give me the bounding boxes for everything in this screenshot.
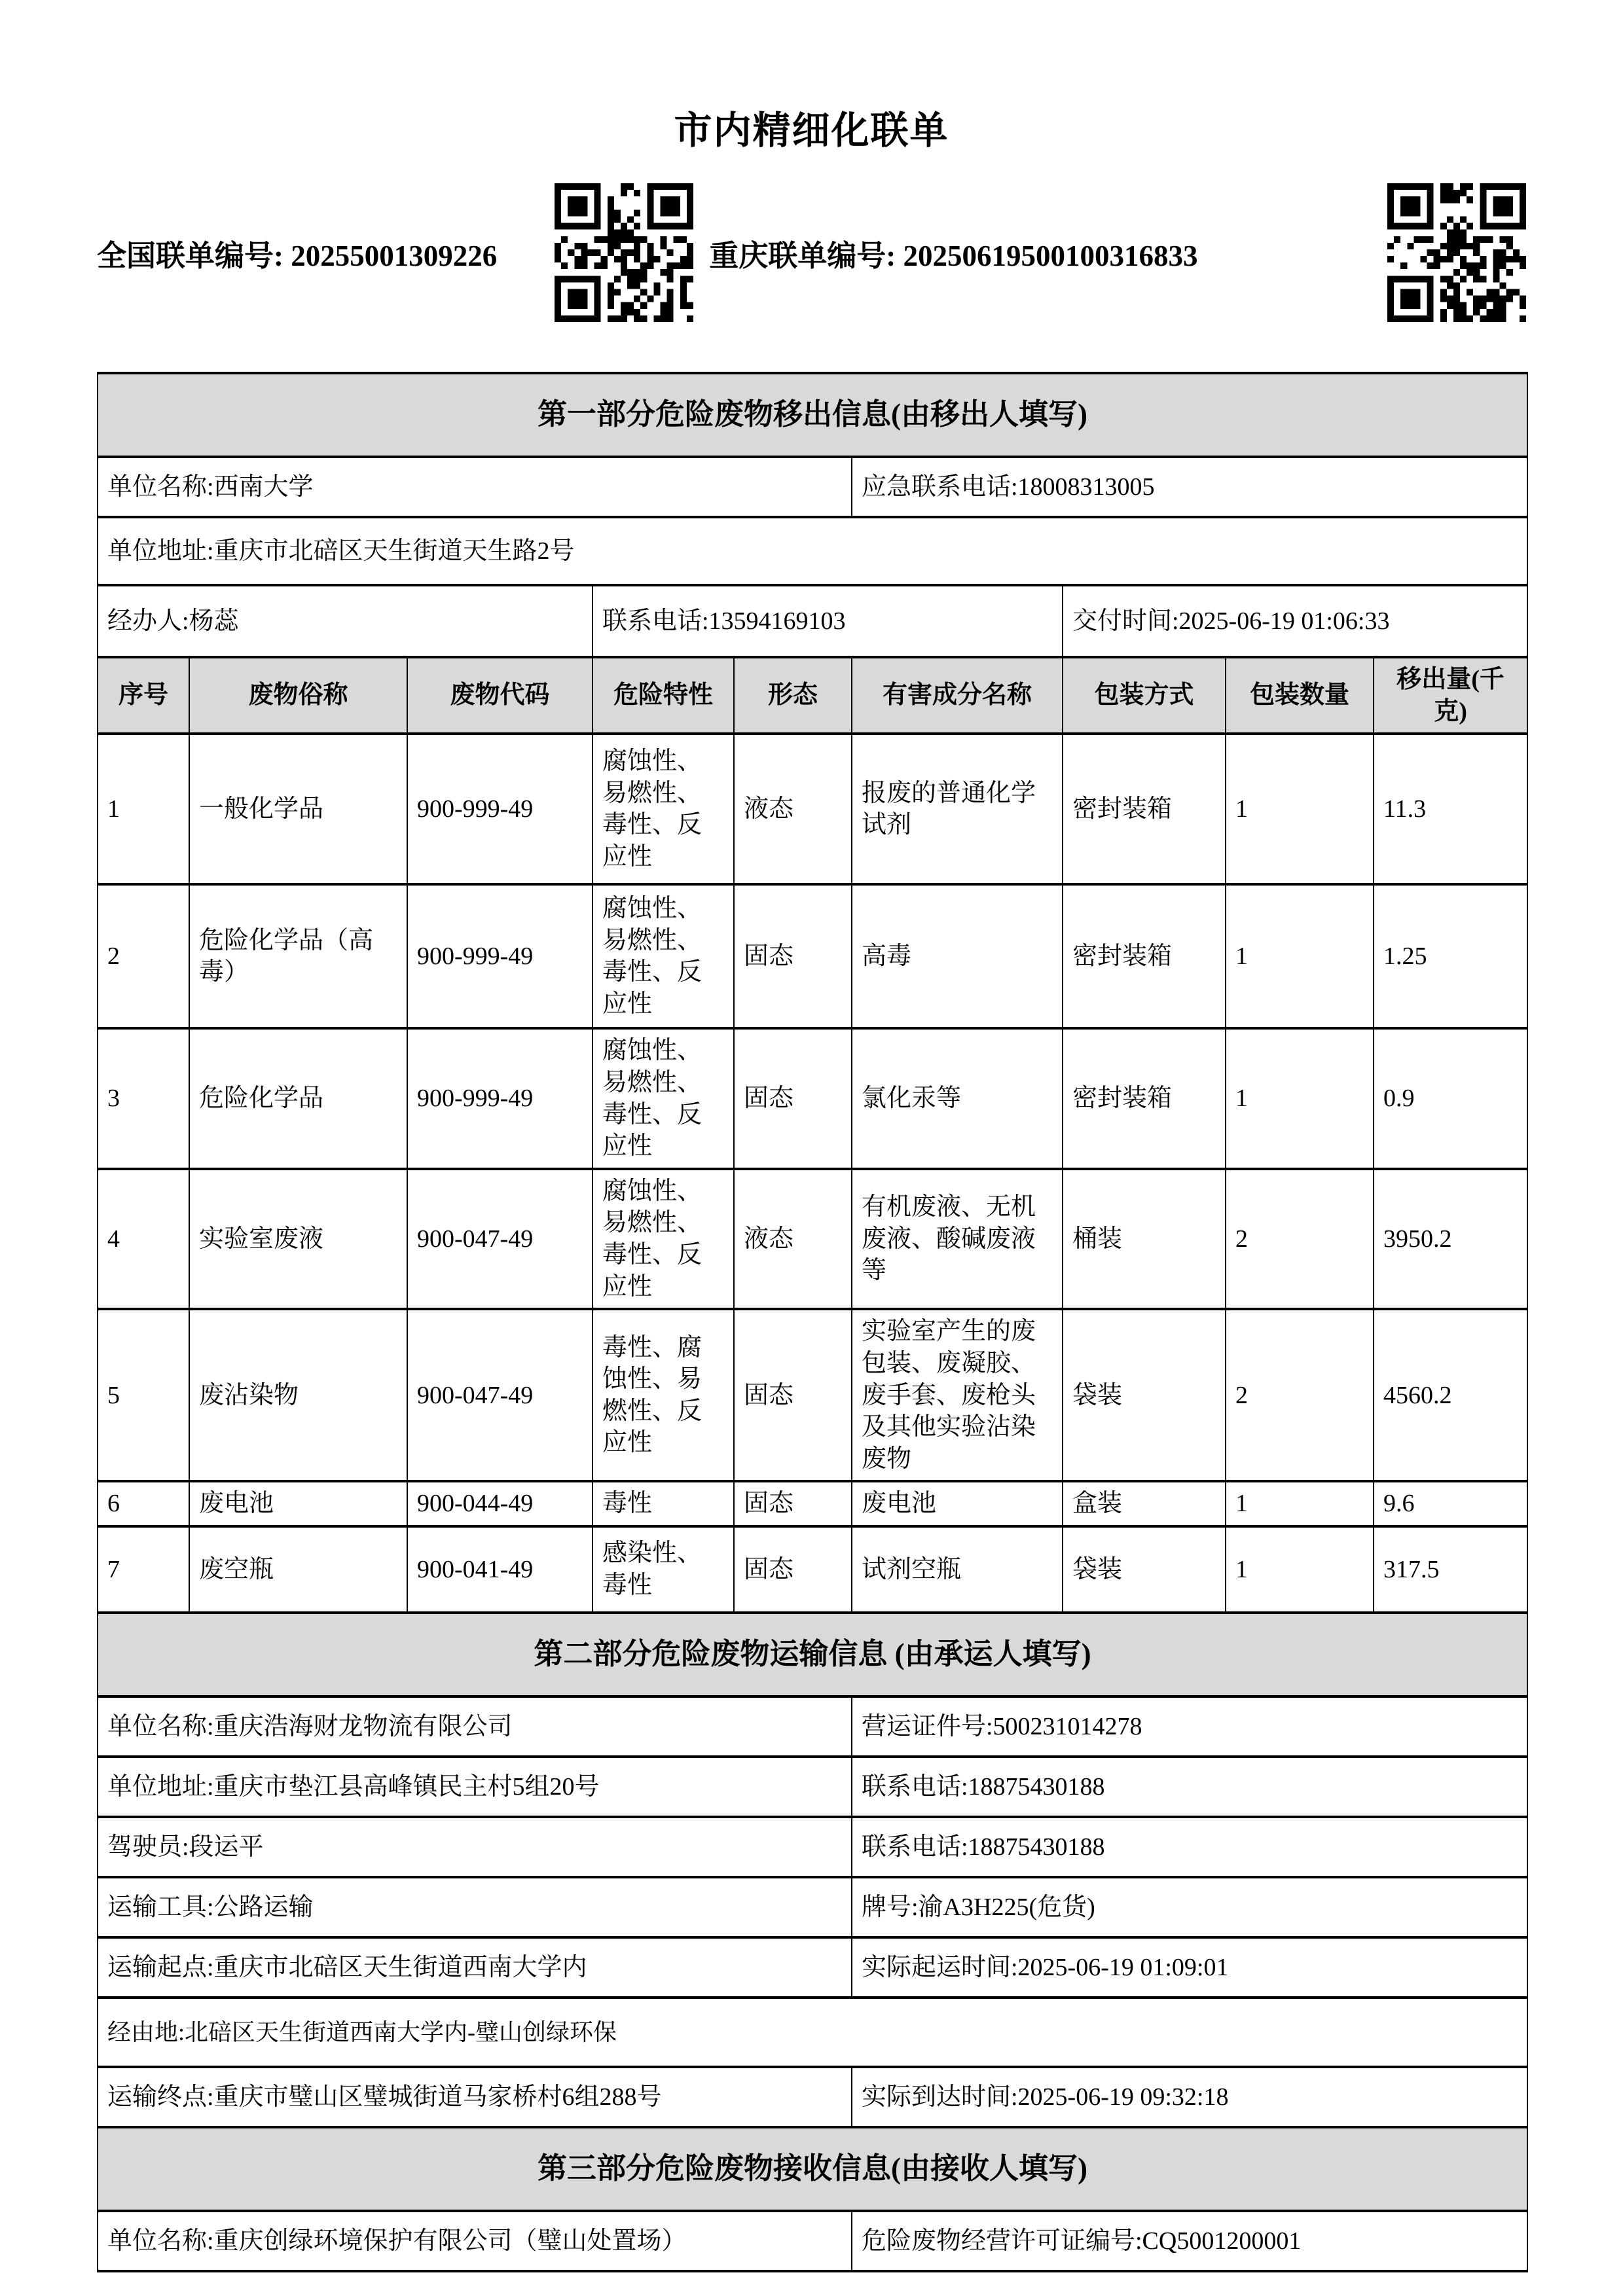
qr-code-icon — [1387, 183, 1526, 322]
table-cell: 0.9 — [1374, 1028, 1527, 1169]
table-cell: 固态 — [734, 1526, 852, 1613]
driver-phone: 联系电话:18875430188 — [852, 1817, 1527, 1877]
table-cell: 废电池 — [189, 1481, 407, 1526]
table-cell: 废空瓶 — [189, 1526, 407, 1613]
table-cell: 1 — [1226, 1526, 1374, 1613]
column-header: 危险特性 — [593, 657, 734, 734]
table-cell: 袋装 — [1063, 1309, 1226, 1481]
table-cell: 2 — [98, 884, 189, 1028]
driver-name: 驾驶员:段运平 — [98, 1817, 852, 1877]
table-cell: 毒性 — [593, 1481, 734, 1526]
table-cell: 试剂空瓶 — [852, 1526, 1063, 1613]
column-header: 废物俗称 — [189, 657, 407, 734]
receiver-unit-name: 单位名称:重庆创绿环境保护有限公司（璧山处置场） — [98, 2211, 852, 2271]
table-cell: 3950.2 — [1374, 1169, 1527, 1310]
table-cell: 桶装 — [1063, 1169, 1226, 1310]
agent-phone: 联系电话:13594169103 — [593, 585, 1063, 657]
table-cell: 袋装 — [1063, 1526, 1226, 1613]
waste-table-header-row — [98, 657, 1527, 734]
national-manifest-number: 全国联单编号: 20255001309226 — [97, 239, 498, 272]
table-cell: 废电池 — [852, 1481, 1063, 1526]
delivery-time: 交付时间:2025-06-19 01:06:33 — [1063, 585, 1527, 657]
table-cell: 液态 — [734, 1169, 852, 1310]
table-cell: 密封装箱 — [1063, 734, 1226, 884]
table-cell: 实验室产生的废包装、废凝胶、废手套、废枪头及其他实验沾染废物 — [852, 1309, 1063, 1481]
generator-unit-name: 单位名称:西南大学 — [98, 457, 852, 517]
table-cell: 3 — [98, 1028, 189, 1169]
receiver-license-number: 危险废物经营许可证编号:CQ5001200001 — [852, 2211, 1527, 2271]
column-header: 包装方式 — [1063, 657, 1226, 734]
manifest-id-row — [97, 174, 1526, 331]
table-cell: 液态 — [734, 734, 852, 884]
column-header: 移出量(千克) — [1374, 657, 1527, 734]
chongqing-manifest-number: 重庆联单编号: 20250619500100316833 — [709, 239, 1198, 272]
page-title: 市内精细化联单 — [674, 109, 949, 152]
table-cell: 密封装箱 — [1063, 1028, 1226, 1169]
waste-table-row — [98, 734, 1527, 884]
table-cell: 高毒 — [852, 884, 1063, 1028]
carrier-unit-name: 单位名称:重庆浩海财龙物流有限公司 — [98, 1696, 852, 1757]
waste-table-row — [98, 1169, 1527, 1310]
table-cell: 317.5 — [1374, 1526, 1527, 1613]
transport-mode: 运输工具:公路运输 — [98, 1877, 852, 1937]
table-cell: 4 — [98, 1169, 189, 1310]
table-cell: 密封装箱 — [1063, 884, 1226, 1028]
waste-table-row — [98, 1309, 1527, 1481]
table-cell: 有机废液、无机废液、酸碱废液等 — [852, 1169, 1063, 1310]
table-cell: 实验室废液 — [189, 1169, 407, 1310]
table-cell: 900-047-49 — [407, 1169, 593, 1310]
carrier-address: 单位地址:重庆市垫江县高峰镇民主村5组20号 — [98, 1757, 852, 1817]
column-header: 形态 — [734, 657, 852, 734]
table-cell: 固态 — [734, 1481, 852, 1526]
table-cell: 固态 — [734, 1309, 852, 1481]
table-cell: 5 — [98, 1309, 189, 1481]
table-cell: 11.3 — [1374, 734, 1527, 884]
table-cell: 1 — [1226, 884, 1374, 1028]
waste-table-row — [98, 884, 1527, 1028]
table-cell: 900-999-49 — [407, 734, 593, 884]
column-header: 包装数量 — [1226, 657, 1374, 734]
column-header: 有害成分名称 — [852, 657, 1063, 734]
table-cell: 盒装 — [1063, 1481, 1226, 1526]
table-cell: 1 — [1226, 734, 1374, 884]
table-cell: 1.25 — [1374, 884, 1527, 1028]
table-cell: 2 — [1226, 1309, 1374, 1481]
table-cell: 1 — [98, 734, 189, 884]
carrier-phone: 联系电话:18875430188 — [852, 1757, 1527, 1817]
carrier-license-number: 营运证件号:500231014278 — [852, 1696, 1527, 1757]
table-cell: 900-041-49 — [407, 1526, 593, 1613]
table-cell: 7 — [98, 1526, 189, 1613]
departure-time: 实际起运时间:2025-06-19 01:09:01 — [852, 1937, 1527, 1998]
table-cell: 900-047-49 — [407, 1309, 593, 1481]
table-cell: 2 — [1226, 1169, 1374, 1310]
qr-code-icon — [555, 183, 693, 322]
table-cell: 腐蚀性、易燃性、毒性、反应性 — [593, 734, 734, 884]
generator-address: 单位地址:重庆市北碚区天生街道天生路2号 — [98, 517, 1527, 585]
via-route: 经由地:北碚区天生街道西南大学内-璧山创绿环保 — [98, 1998, 1527, 2067]
table-cell: 900-999-49 — [407, 1028, 593, 1169]
table-cell: 腐蚀性、易燃性、毒性、反应性 — [593, 1028, 734, 1169]
arrival-time: 实际到达时间:2025-06-19 09:32:18 — [852, 2067, 1527, 2127]
table-cell: 900-999-49 — [407, 884, 593, 1028]
table-cell: 4560.2 — [1374, 1309, 1527, 1481]
transport-origin: 运输起点:重庆市北碚区天生街道西南大学内 — [98, 1937, 852, 1998]
table-cell: 固态 — [734, 884, 852, 1028]
table-cell: 感染性、毒性 — [593, 1526, 734, 1613]
manifest-table — [97, 372, 1528, 2272]
vehicle-plate: 牌号:渝A3H225(危货) — [852, 1877, 1527, 1937]
table-cell: 1 — [1226, 1481, 1374, 1526]
emergency-phone: 应急联系电话:18008313005 — [852, 457, 1527, 517]
table-cell: 危险化学品（高毒） — [189, 884, 407, 1028]
table-cell: 毒性、腐蚀性、易燃性、反应性 — [593, 1309, 734, 1481]
table-cell: 一般化学品 — [189, 734, 407, 884]
table-cell: 6 — [98, 1481, 189, 1526]
table-cell: 900-044-49 — [407, 1481, 593, 1526]
waste-table-row — [98, 1028, 1527, 1169]
table-cell: 氯化汞等 — [852, 1028, 1063, 1169]
transport-destination: 运输终点:重庆市璧山区璧城街道马家桥村6组288号 — [98, 2067, 852, 2127]
table-cell: 废沾染物 — [189, 1309, 407, 1481]
section3-header: 第三部分危险废物接收信息(由接收人填写) — [98, 2127, 1527, 2211]
table-cell: 1 — [1226, 1028, 1374, 1169]
column-header: 废物代码 — [407, 657, 593, 734]
waste-table-row — [98, 1481, 1527, 1526]
waste-table-row — [98, 1526, 1527, 1613]
table-cell: 腐蚀性、易燃性、毒性、反应性 — [593, 1169, 734, 1310]
table-cell: 9.6 — [1374, 1481, 1527, 1526]
section1-header: 第一部分危险废物移出信息(由移出人填写) — [98, 373, 1527, 457]
table-cell: 报废的普通化学试剂 — [852, 734, 1063, 884]
table-cell: 危险化学品 — [189, 1028, 407, 1169]
table-cell: 腐蚀性、易燃性、毒性、反应性 — [593, 884, 734, 1028]
agent-name: 经办人:杨蕊 — [98, 585, 593, 657]
section2-header: 第二部分危险废物运输信息 (由承运人填写) — [98, 1613, 1527, 1696]
column-header: 序号 — [98, 657, 189, 734]
table-cell: 固态 — [734, 1028, 852, 1169]
